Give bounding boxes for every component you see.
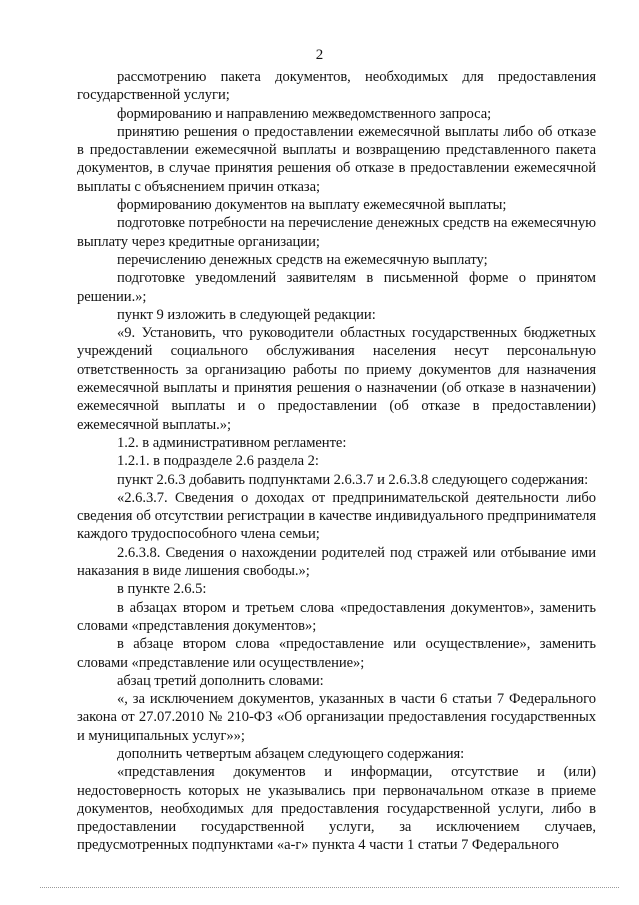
paragraph: пункт 9 изложить в следующей редакции: [117,306,376,323]
paragraph: подготовке уведомлений заявителям в письменной форме о принятом решении.»; [77,270,596,305]
paragraph: абзац третий дополнить словами: [117,672,324,689]
document-body [77,68,596,855]
paragraph: формированию документов на выплату ежемесячной выплаты; [117,197,507,214]
paragraph: 1.2.1. в подразделе 2.6 раздела 2: [117,453,319,470]
paragraph: дополнить четвертым абзацем следующего содержания: [117,745,465,762]
paragraph: 2.6.3.8. Сведения о нахождении родителей под стражей или отбывание ими наказания в виде лишения свободы.»; [77,544,596,580]
scan-edge-divider [40,887,619,888]
paragraph: «представления документов и информации, отсутствие и (или) недостоверность которых не указывались при первоначальном отказе в приеме документов, необходимых для предоставления государственной услуги, либо в предоставлении государственной услуги, за исключением случаев, предусмотренных подпунктами «а-г» пункта 4 части 1 статьи 7 Федерального [77,764,596,854]
paragraph: перечислению денежных средств на ежемесячную выплату; [117,251,488,268]
paragraph: в пункте 2.6.5: [117,581,207,598]
paragraph: в абзацах втором и третьем слова «предоставления документов», заменить словами «представления документов»; [77,599,596,634]
paragraph: «9. Установить, что руководители областных государственных бюджетных учреждений социального обслуживания населения несут персональную ответственность за организацию работы по приему документов для назначения ежемесячной выплаты и принятия решения о назначении (об отказе в назначении) ежемесячной выплаты и о предоставлении (об отказе в предоставлении) ежемесячной выплаты.»; [77,325,596,433]
paragraph: формированию и направлению межведомственного запроса; [117,105,492,122]
paragraph: рассмотрению пакета документов, необходимых для предоставления государственной услуги; [77,69,596,104]
page-number: 2 [315,47,324,63]
paragraph: принятию решения о предоставлении ежемесячной выплаты либо об отказе в предоставлении ежемесячной выплаты и возвращению представленного пакета документов, в случае принятия решения об отказе в предоставлении ежемесячной выплаты с объяснением причин отказа; [77,123,596,195]
paragraph: 1.2. в административном регламенте: [117,434,347,451]
paragraph: пункт 2.6.3 добавить подпунктами 2.6.3.7 и 2.6.3.8 следующего содержания: [117,471,589,488]
paragraph: в абзаце втором слова «предоставление или осуществление», заменить словами «представление или осуществление»; [77,636,596,671]
paragraph: подготовке потребности на перечисление денежных средств на ежемесячную выплату через кредитные организации; [77,215,596,250]
paragraph: «2.6.3.7. Сведения о доходах от предпринимательской деятельности либо сведения об отсутствии регистрации в качестве индивидуального предпринимателя каждого трудоспособного члена семьи; [77,489,596,543]
paragraph: «, за исключением документов, указанных в части 6 статьи 7 Федерального закона от 27.07.2010 № 210-ФЗ «Об организации предоставления государственных и муниципальных услуг»»; [77,691,596,744]
